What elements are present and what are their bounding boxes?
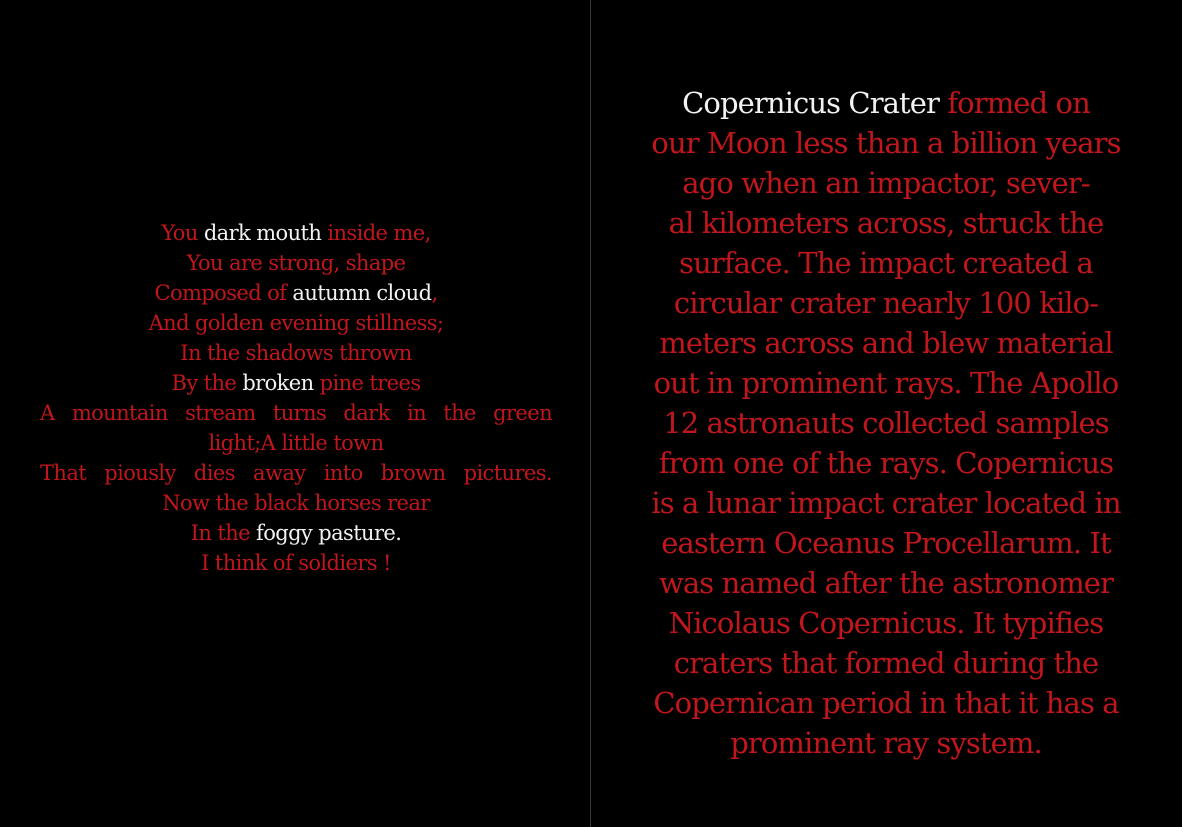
text-segment: eastern Oceanus Procellarum. It <box>661 526 1111 560</box>
text-segment: light;A little town <box>208 431 384 455</box>
text-segment: A mountain stream turns dark in the green <box>40 401 552 425</box>
text-segment: By the <box>171 371 243 395</box>
poem-line <box>40 548 552 578</box>
poem-line <box>40 518 552 548</box>
text-segment: Copernican period in that it has a <box>653 686 1119 720</box>
essay-line <box>632 163 1140 203</box>
text-segment: inside me, <box>321 221 431 245</box>
poem-line <box>40 428 552 458</box>
text-segment: surface. The impact created a <box>679 246 1093 280</box>
text-segment: circular crater nearly 100 kilo- <box>673 286 1099 320</box>
poem-line <box>40 368 552 398</box>
essay-line <box>632 323 1140 363</box>
text-segment: out in prominent rays. The Apollo <box>653 366 1119 400</box>
essay-text <box>632 83 1140 763</box>
text-segment: You <box>161 221 204 245</box>
essay-line <box>632 483 1140 523</box>
essay-line <box>632 603 1140 643</box>
essay-line <box>632 683 1140 723</box>
highlighted-phrase: dark mouth <box>203 221 322 245</box>
essay-line <box>632 443 1140 483</box>
essay-line <box>632 363 1140 403</box>
text-segment: I think of soldiers ! <box>201 551 391 575</box>
text-segment: is a lunar impact crater located in <box>651 486 1121 520</box>
text-segment: prominent ray system. <box>730 726 1042 760</box>
text-segment: meters across and blew material <box>659 326 1113 360</box>
text-segment: Now the black horses rear <box>162 491 430 515</box>
essay-line <box>632 203 1140 243</box>
highlighted-phrase: foggy pasture. <box>256 521 402 545</box>
text-segment: al kilometers across, struck the <box>668 206 1104 240</box>
poem-line <box>40 338 552 368</box>
essay-line <box>632 123 1140 163</box>
text-segment: That piously dies away into brown pictures. <box>40 461 552 485</box>
text-segment: You are strong, shape <box>186 251 406 275</box>
text-segment: Composed of <box>154 281 293 305</box>
essay-line <box>632 403 1140 443</box>
poem-line <box>40 488 552 518</box>
poem-line <box>40 458 552 488</box>
text-segment: craters that formed during the <box>673 646 1099 680</box>
essay-line <box>632 523 1140 563</box>
poem-line <box>40 398 552 428</box>
left-page <box>0 0 590 827</box>
poem-line <box>40 278 552 308</box>
poem-line <box>40 308 552 338</box>
text-segment: , <box>431 281 438 305</box>
poem-line <box>40 248 552 278</box>
poem-text <box>40 218 552 578</box>
text-segment: pine trees <box>313 371 421 395</box>
text-segment: In the <box>190 521 257 545</box>
essay-line <box>632 563 1140 603</box>
highlighted-phrase: broken <box>242 371 314 395</box>
essay-line <box>632 83 1140 123</box>
text-segment: Nicolaus Copernicus. It typifies <box>668 606 1104 640</box>
text-segment: from one of the rays. Copernicus <box>658 446 1114 480</box>
essay-line <box>632 643 1140 683</box>
text-segment: 12 astronauts collected samples <box>663 406 1109 440</box>
essay-line <box>632 243 1140 283</box>
text-segment: formed on <box>939 86 1090 120</box>
text-segment: was named after the astronomer <box>658 566 1114 600</box>
text-segment: ago when an impactor, sever- <box>682 166 1090 200</box>
highlighted-phrase: autumn cloud <box>292 281 432 305</box>
highlighted-phrase: Copernicus Crater <box>682 86 940 120</box>
essay-line <box>632 283 1140 323</box>
text-segment: our Moon less than a billion years <box>651 126 1121 160</box>
text-segment: And golden evening stillness; <box>148 311 444 335</box>
essay-line <box>632 723 1140 763</box>
poem-line <box>40 218 552 248</box>
text-segment: In the shadows thrown <box>180 341 412 365</box>
